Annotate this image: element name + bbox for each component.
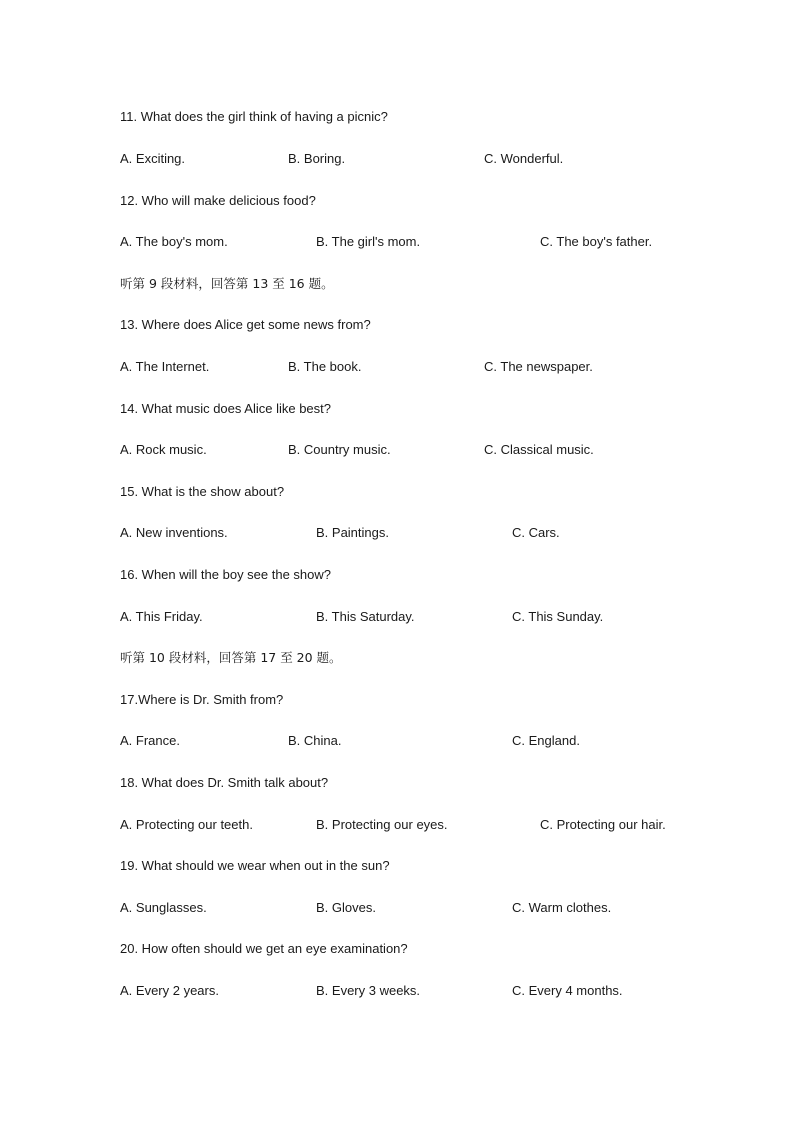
option-c: C. Cars. [512, 525, 560, 540]
question-20: 20. How often should we get an eye examination? [120, 941, 408, 956]
option-a: A. Rock music. [120, 442, 207, 457]
option-c: C. This Sunday. [512, 609, 604, 624]
options-16 [120, 609, 720, 625]
options-20 [120, 983, 720, 999]
options-15 [120, 525, 720, 541]
question-14: 14. What music does Alice like best? [120, 401, 331, 416]
question-19: 19. What should we wear when out in the sun? [120, 858, 390, 873]
options-14 [120, 442, 720, 458]
question-13: 13. Where does Alice get some news from? [120, 317, 371, 332]
option-c: C. Wonderful. [484, 151, 564, 166]
option-a: A. The Internet. [120, 359, 210, 374]
option-a: A. Protecting our teeth. [120, 817, 253, 832]
option-a: A. Exciting. [120, 151, 186, 166]
options-19 [120, 900, 720, 916]
option-a: A. France. [120, 733, 180, 748]
option-a: A. New inventions. [120, 525, 228, 540]
option-b: B. Boring. [288, 151, 346, 166]
option-a: A. Every 2 years. [120, 983, 219, 998]
option-b: B. Protecting our eyes. [316, 817, 448, 832]
section-heading-10: 听第 10 段材料，回答第 17 至 20 题。 [120, 650, 342, 665]
options-13 [120, 359, 720, 375]
option-c: C. The boy's father. [540, 234, 653, 249]
option-c: C. Protecting our hair. [540, 817, 666, 832]
question-16: 16. When will the boy see the show? [120, 567, 332, 582]
option-b: B. Gloves. [316, 900, 376, 915]
option-c: C. Classical music. [484, 442, 594, 457]
option-a: A. The boy's mom. [120, 234, 228, 249]
option-b: B. The girl's mom. [316, 234, 421, 249]
options-18 [120, 817, 720, 833]
option-a: A. This Friday. [120, 609, 203, 624]
question-15: 15. What is the show about? [120, 484, 285, 499]
question-18: 18. What does Dr. Smith talk about? [120, 775, 329, 790]
question-12: 12. Who will make delicious food? [120, 193, 316, 208]
option-c: C. The newspaper. [484, 359, 593, 374]
section-heading-9: 听第 9 段材料，回答第 13 至 16 题。 [120, 276, 334, 291]
option-b: B. This Saturday. [316, 609, 415, 624]
option-b: B. Paintings. [316, 525, 389, 540]
option-b: B. Every 3 weeks. [316, 983, 421, 998]
options-11 [120, 151, 720, 167]
option-c: C. Every 4 months. [512, 983, 623, 998]
options-12 [120, 234, 720, 250]
option-b: B. Country music. [288, 442, 391, 457]
question-17: 17.Where is Dr. Smith from? [120, 692, 284, 707]
question-11: 11. What does the girl think of having a picnic? [120, 109, 388, 124]
option-b: B. China. [288, 733, 342, 748]
option-a: A. Sunglasses. [120, 900, 207, 915]
option-c: C. Warm clothes. [512, 900, 612, 915]
option-c: C. England. [512, 733, 580, 748]
options-17 [120, 733, 720, 749]
option-b: B. The book. [288, 359, 362, 374]
